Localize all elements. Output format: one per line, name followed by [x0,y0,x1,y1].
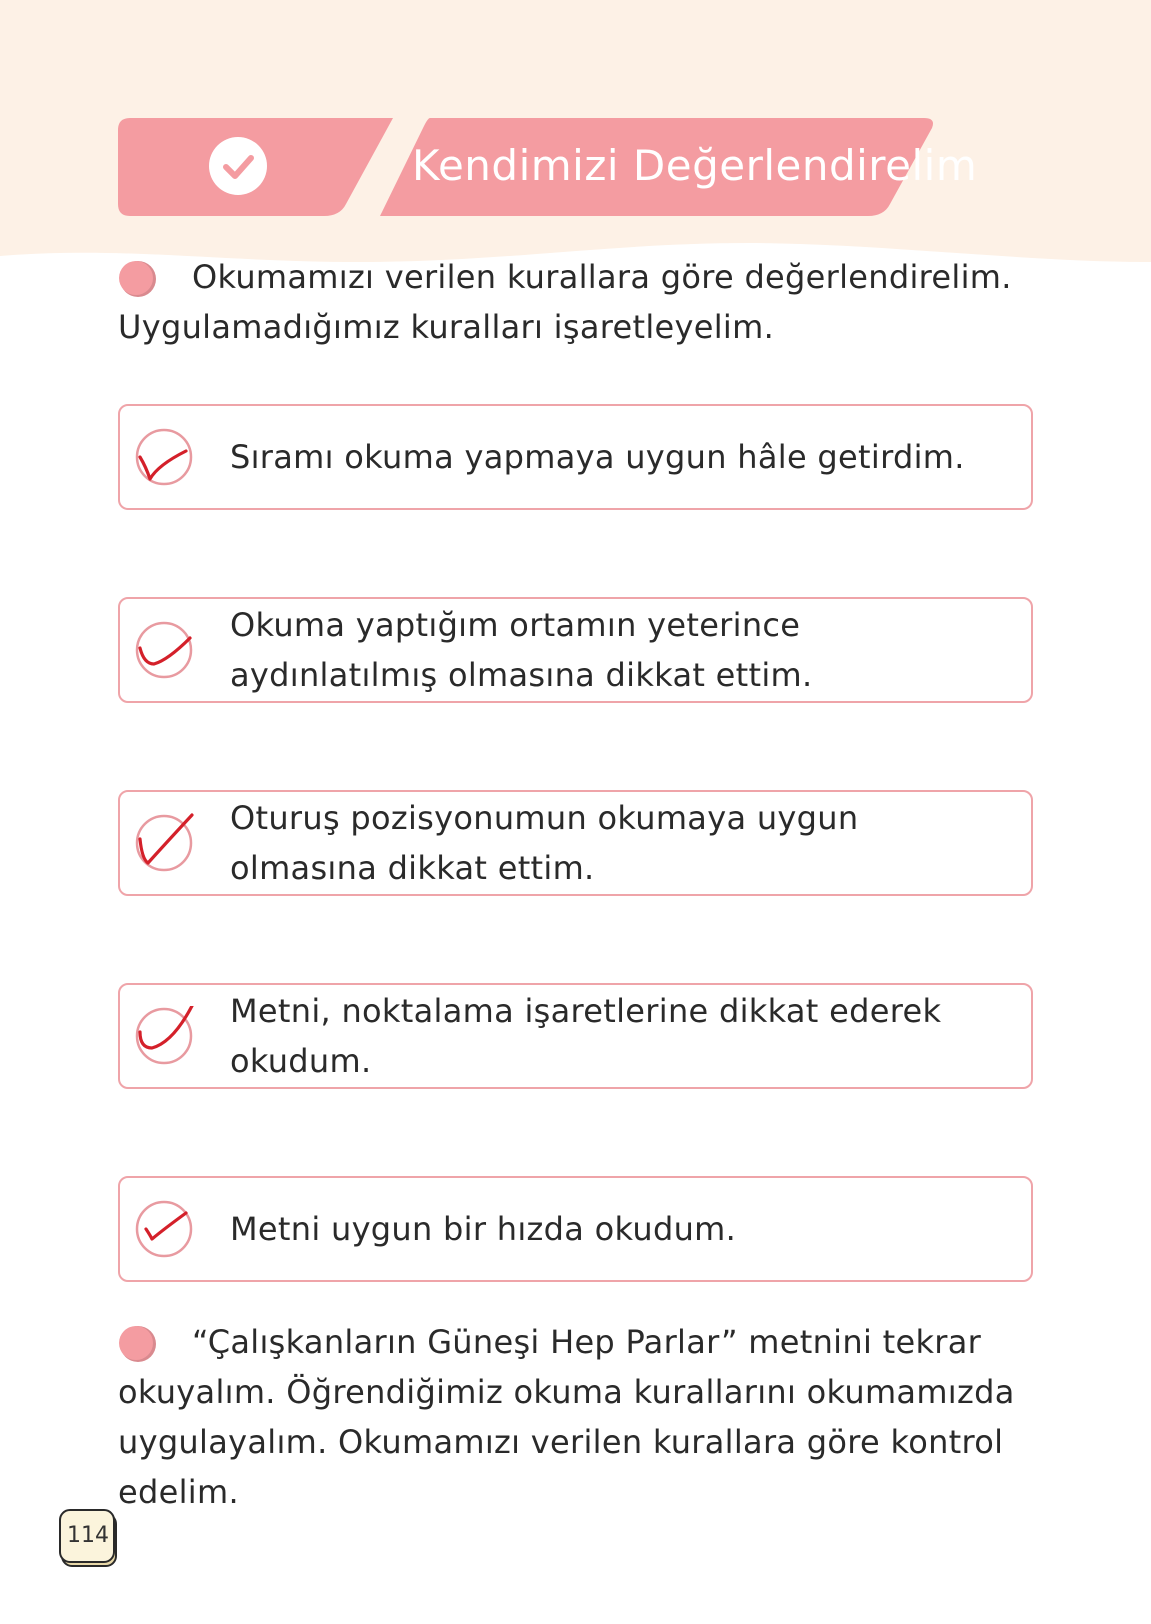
intro-paragraph [118,252,1028,352]
checklist-item-label: Oturuş pozisyonumun okumaya uygun olmasına dikkat ettim. [230,799,859,887]
outro-paragraph [118,1317,1028,1517]
checkbox-circle-icon[interactable] [134,1006,194,1066]
checklist-item[interactable] [118,790,1033,896]
outro-text: “Çalışkanların Güneşi Hep Parlar” metnini tekrar okuyalım. Öğrendiğimiz okuma kurallarını okumamızda uygulayalım. Okumamızı verilen kurallara göre kontrol edelim. [118,1323,1015,1511]
checklist-item[interactable] [118,404,1033,510]
checklist-item[interactable] [118,1176,1033,1282]
page-title: Kendimizi Değerlendirelim [412,141,978,190]
checklist-item[interactable] [118,983,1033,1089]
page-number: 114 [67,1523,109,1548]
checkmark-badge-icon [208,136,268,196]
checklist-item-label: Sıramı okuma yapmaya uygun hâle getirdim. [230,438,965,476]
intro-text: Okumamızı verilen kurallara göre değerlendirelim. Uygulamadığımız kuralları işaretleyelim. [118,258,1012,346]
checkbox-circle-icon[interactable] [134,427,194,487]
checkbox-circle-icon[interactable] [134,620,194,680]
checklist-item-label: Okuma yaptığım ortamın yeterince aydınlatılmış olmasına dikkat ettim. [230,606,813,694]
checkbox-circle-icon[interactable] [134,813,194,873]
checkbox-circle-icon[interactable] [134,1199,194,1259]
checklist-item-label: Metni uygun bir hızda okudum. [230,1210,737,1248]
checklist-item-label: Metni, noktalama işaretlerine dikkat ederek okudum. [230,992,942,1080]
checklist-item[interactable] [118,597,1033,703]
